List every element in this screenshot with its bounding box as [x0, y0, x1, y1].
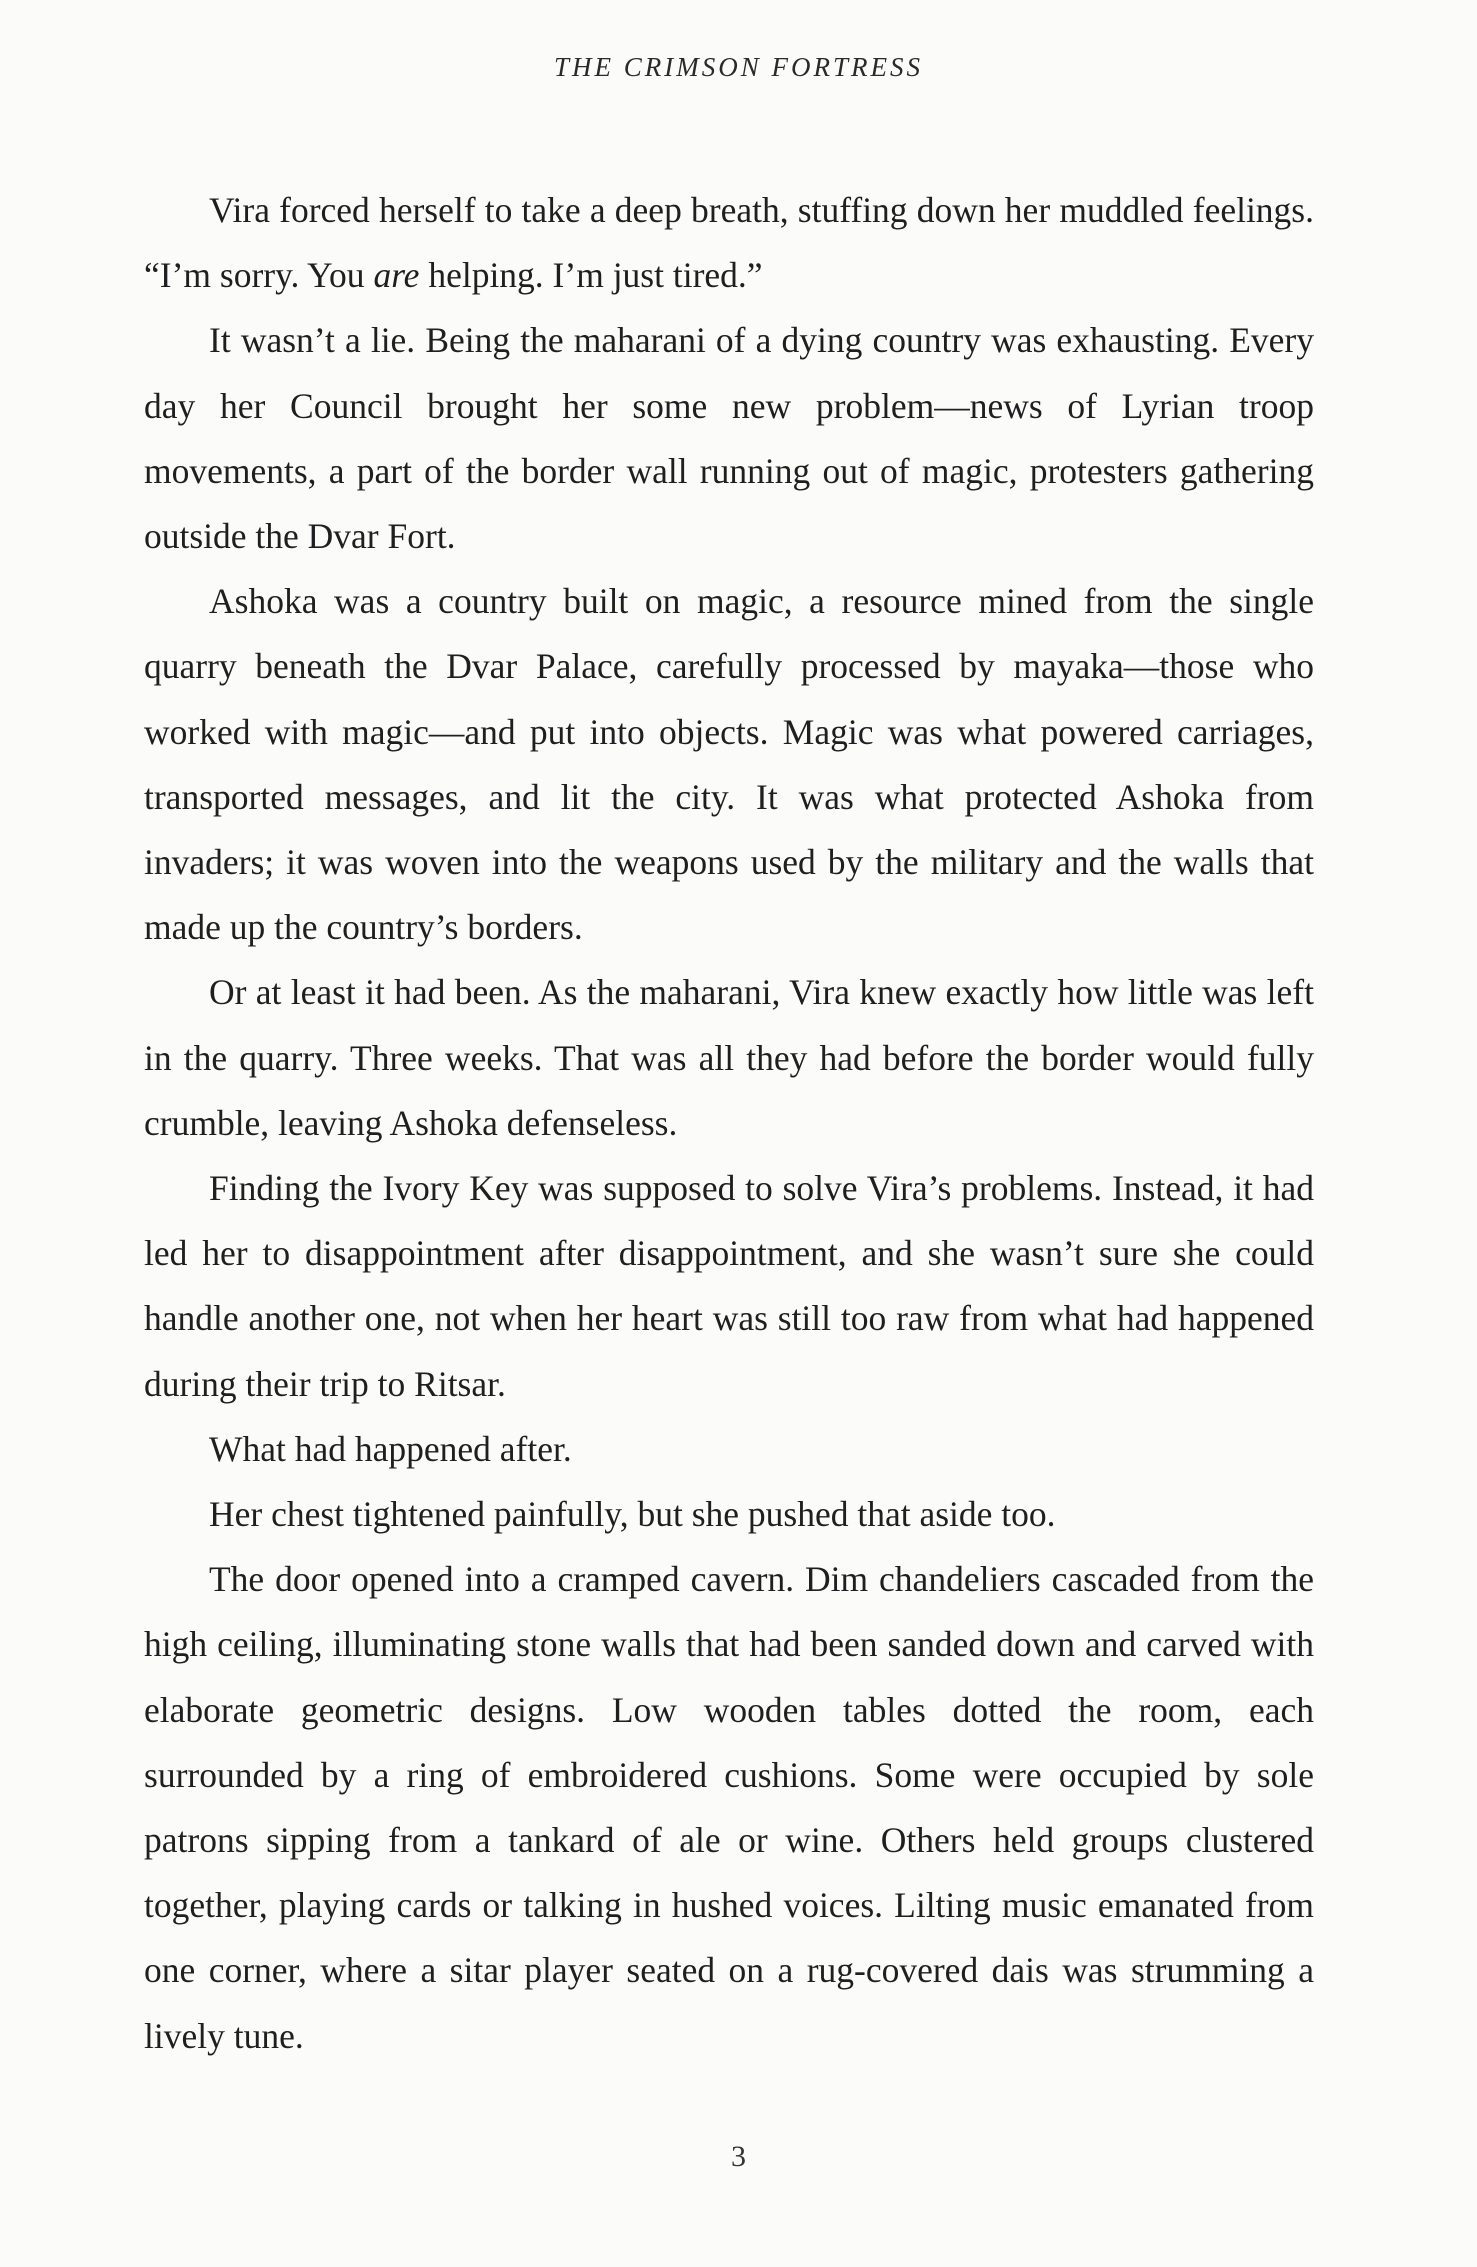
body-text [144, 178, 1314, 2069]
paragraph-6: What had happened after. [209, 1428, 572, 1469]
paragraph-1 [144, 178, 1314, 308]
paragraph-8: The door opened into a cramped cavern. Dim chandeliers cascaded from the high ceiling, illuminating stone walls that had been sanded down and carved with elaborate geometric designs. Low wooden tables dotted the room, each surrounded by a ring of embroidered cushions. Some were occupied by sole patrons sipping from a tankard of ale or wine. Others held groups clustered together, playing cards or talking in hushed voices. Lilting music emanated from one corner, where a sitar player seated on a rug-covered dais was strumming a lively tune. [144, 1559, 1314, 2056]
running-title: THE CRIMSON FORTRESS [554, 52, 923, 82]
paragraph-7: Her chest tightened painfully, but she pushed that aside too. [209, 1494, 1056, 1535]
paragraph-1-before: Vira forced herself to take a deep breath, stuffing down her muddled feelings. “I’m sorry. You [144, 190, 1314, 296]
paragraph-1-emphasis: are [373, 255, 420, 296]
paragraph-3: Ashoka was a country built on magic, a resource mined from the single quarry beneath the Dvar Palace, carefully processed by mayaka—those who worked with magic—and put into objects. Magic was what powered carriages, transported messages, and lit the city. It was what protected Ashoka from invaders; it was woven into the weapons used by the military and the walls that made up the country’s borders. [144, 581, 1314, 948]
paragraph-5: Finding the Ivory Key was supposed to solve Vira’s problems. Instead, it had led her to disappointment after disappointment, and she wasn’t sure she could handle another one, not when her heart was still too raw from what had happened during their trip to Ritsar. [144, 1168, 1314, 1404]
paragraph-4: Or at least it had been. As the maharani, Vira knew exactly how little was left in the quarry. Three weeks. That was all they had before the border would fully crumble, leaving Ashoka defenseless. [144, 972, 1314, 1143]
paragraph-2: It wasn’t a lie. Being the maharani of a dying country was exhausting. Every day her Council brought her some new problem—news of Lyrian troop movements, a part of the border wall running out of magic, protesters gathering outside the Dvar Fort. [144, 320, 1314, 557]
page-number: 3 [731, 2140, 746, 2173]
paragraph-1-after: helping. I’m just tired.” [419, 255, 763, 296]
